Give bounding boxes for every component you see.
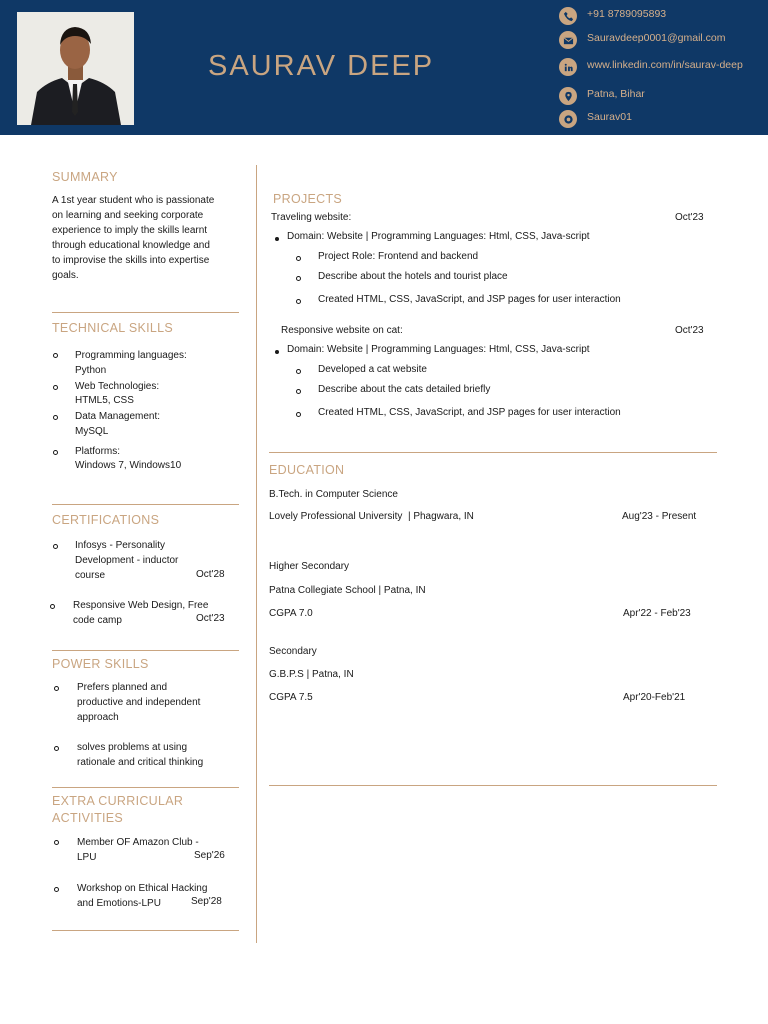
summary-line: A 1st year student who is passionate <box>52 195 215 206</box>
profile-photo <box>17 12 134 125</box>
bullet-icon <box>54 686 59 691</box>
education-date: Apr'20-Feb'21 <box>623 692 686 703</box>
certification-line: Development - inductor <box>75 555 179 566</box>
bullet-icon <box>296 412 301 417</box>
project-point: Created HTML, CSS, JavaScript, and JSP pages for user interaction <box>318 294 621 305</box>
education-grade: CGPA 7.5 <box>269 692 313 703</box>
certification-line: code camp <box>73 615 122 626</box>
contact-phone[interactable] <box>559 7 764 25</box>
activity-item <box>77 881 207 911</box>
skill-label: Platforms: <box>75 446 121 457</box>
phone-icon <box>559 7 577 25</box>
education-grade: CGPA 7.0 <box>269 608 313 619</box>
education-title: EDUCATION <box>269 463 345 477</box>
education-degree: Higher Secondary <box>269 561 350 572</box>
divider <box>52 312 239 313</box>
bullet-icon <box>53 450 58 455</box>
header-banner <box>0 0 768 135</box>
divider <box>52 504 239 505</box>
project-point: Project Role: Frontend and backend <box>318 251 479 262</box>
bullet-icon <box>53 415 58 420</box>
bullet-icon <box>54 840 59 845</box>
summary-line: through educational knowledge and <box>52 240 210 251</box>
contact-github-text: Saurav01 <box>587 111 632 123</box>
project-date: Oct'23 <box>675 325 704 336</box>
skill-item <box>75 409 160 439</box>
contact-linkedin[interactable] <box>559 58 764 76</box>
summary-line: to improvise the skills into expertise <box>52 255 210 266</box>
activity-line: and Emotions-LPU <box>77 898 161 909</box>
activity-item <box>77 835 199 865</box>
activity-line: LPU <box>77 852 97 863</box>
divider <box>52 650 239 651</box>
bullet-icon <box>53 353 58 358</box>
certification-item <box>73 598 208 628</box>
education-school: Patna Collegiate School | Patna, IN <box>269 585 426 596</box>
education-date: Apr'22 - Feb'23 <box>623 608 691 619</box>
project-domain: Domain: Website | Programming Languages: Html, CSS, Java-script <box>287 231 590 242</box>
project-name: Responsive website on cat: <box>281 325 403 336</box>
summary-line: experience to imply the skills learnt <box>52 225 208 236</box>
project-point: Describe about the hotels and tourist place <box>318 271 508 282</box>
education-degree: B.Tech. in Computer Science <box>269 489 398 500</box>
divider <box>52 930 239 931</box>
bullet-icon <box>296 276 301 281</box>
bullet-icon <box>296 299 301 304</box>
power-skill-item <box>77 740 203 770</box>
project-point: Created HTML, CSS, JavaScript, and JSP pages for user interaction <box>318 407 621 418</box>
divider <box>269 785 717 786</box>
power-skill-line: Prefers planned and <box>77 682 168 693</box>
bullet-icon <box>50 604 55 609</box>
skill-label: Programming languages: <box>75 350 187 361</box>
project-domain: Domain: Website | Programming Languages: Html, CSS, Java-script <box>287 344 590 355</box>
power-skill-item <box>77 680 200 725</box>
candidate-name: SAURAV DEEP <box>208 50 435 82</box>
extra-curricular-title <box>52 793 183 827</box>
certification-line: course <box>75 570 106 581</box>
bullet-icon <box>53 385 58 390</box>
project-name: Traveling website: <box>271 212 352 223</box>
certification-date: Oct'28 <box>196 569 225 580</box>
divider <box>52 787 239 788</box>
summary-line: goals. <box>52 270 79 281</box>
power-skill-line: rationale and critical thinking <box>77 757 204 768</box>
skill-item <box>75 445 181 473</box>
certification-line: Responsive Web Design, Free <box>73 600 209 611</box>
contact-phone-text: +91 8789095893 <box>587 8 667 20</box>
skill-value: HTML5, CSS <box>75 395 134 406</box>
bullet-icon <box>54 887 59 892</box>
summary-line: on learning and seeking corporate <box>52 210 204 221</box>
activity-date: Sep'28 <box>191 896 222 907</box>
bullet-icon <box>275 237 279 241</box>
certifications-title: CERTIFICATIONS <box>52 513 160 527</box>
skill-value: Python <box>75 365 107 376</box>
bullet-icon <box>296 369 301 374</box>
bullet-icon <box>53 544 58 549</box>
bullet-icon <box>296 256 301 261</box>
projects-title: PROJECTS <box>273 192 343 206</box>
education-date: Aug'23 - Present <box>622 511 697 522</box>
education-school: Lovely Professional University | Phagwara, IN <box>269 511 474 522</box>
extra-title-line: EXTRA CURRICULAR <box>52 794 184 808</box>
skill-label: Data Management: <box>75 411 161 422</box>
mail-icon <box>559 31 577 49</box>
certification-line: Infosys - Personality <box>75 540 166 551</box>
bullet-icon <box>54 746 59 751</box>
bullet-icon <box>275 350 279 354</box>
activity-line: Member OF Amazon Club - <box>77 837 199 848</box>
divider <box>269 452 717 453</box>
bullet-icon <box>296 389 301 394</box>
project-point: Describe about the cats detailed briefly <box>318 384 491 395</box>
certification-item <box>75 538 178 583</box>
skill-item <box>75 380 159 408</box>
contact-location <box>559 87 764 105</box>
education-degree: Secondary <box>269 646 317 657</box>
contact-email-text: Sauravdeep0001@gmail.com <box>587 32 726 44</box>
activity-line: Workshop on Ethical Hacking <box>77 883 208 894</box>
certification-date: Oct'23 <box>196 613 225 624</box>
project-date: Oct'23 <box>675 212 704 223</box>
power-skill-line: approach <box>77 712 119 723</box>
skill-value: MySQL <box>75 426 109 437</box>
project-point: Developed a cat website <box>318 364 427 375</box>
extra-title-line: ACTIVITIES <box>52 811 124 825</box>
contact-linkedin-text: www.linkedin.com/in/saurav-deep <box>587 59 743 71</box>
technical-skills-title: TECHNICAL SKILLS <box>52 321 174 335</box>
contact-location-text: Patna, Bihar <box>587 88 645 100</box>
education-school: G.B.P.S | Patna, IN <box>269 669 354 680</box>
column-divider <box>256 165 257 943</box>
skill-value: Windows 7, Windows10 <box>75 460 182 471</box>
contact-github[interactable] <box>559 110 764 128</box>
contact-email[interactable] <box>559 31 764 49</box>
location-icon <box>559 87 577 105</box>
skill-label: Web Technologies: <box>75 381 160 392</box>
linkedin-icon <box>559 58 577 76</box>
power-skills-title: POWER SKILLS <box>52 657 149 671</box>
summary-title: SUMMARY <box>52 170 118 184</box>
skill-item <box>75 348 187 378</box>
summary-text <box>52 193 247 283</box>
github-icon <box>559 110 577 128</box>
power-skill-line: productive and independent <box>77 697 201 708</box>
power-skill-line: solves problems at using <box>77 742 188 753</box>
activity-date: Sep'26 <box>194 850 225 861</box>
